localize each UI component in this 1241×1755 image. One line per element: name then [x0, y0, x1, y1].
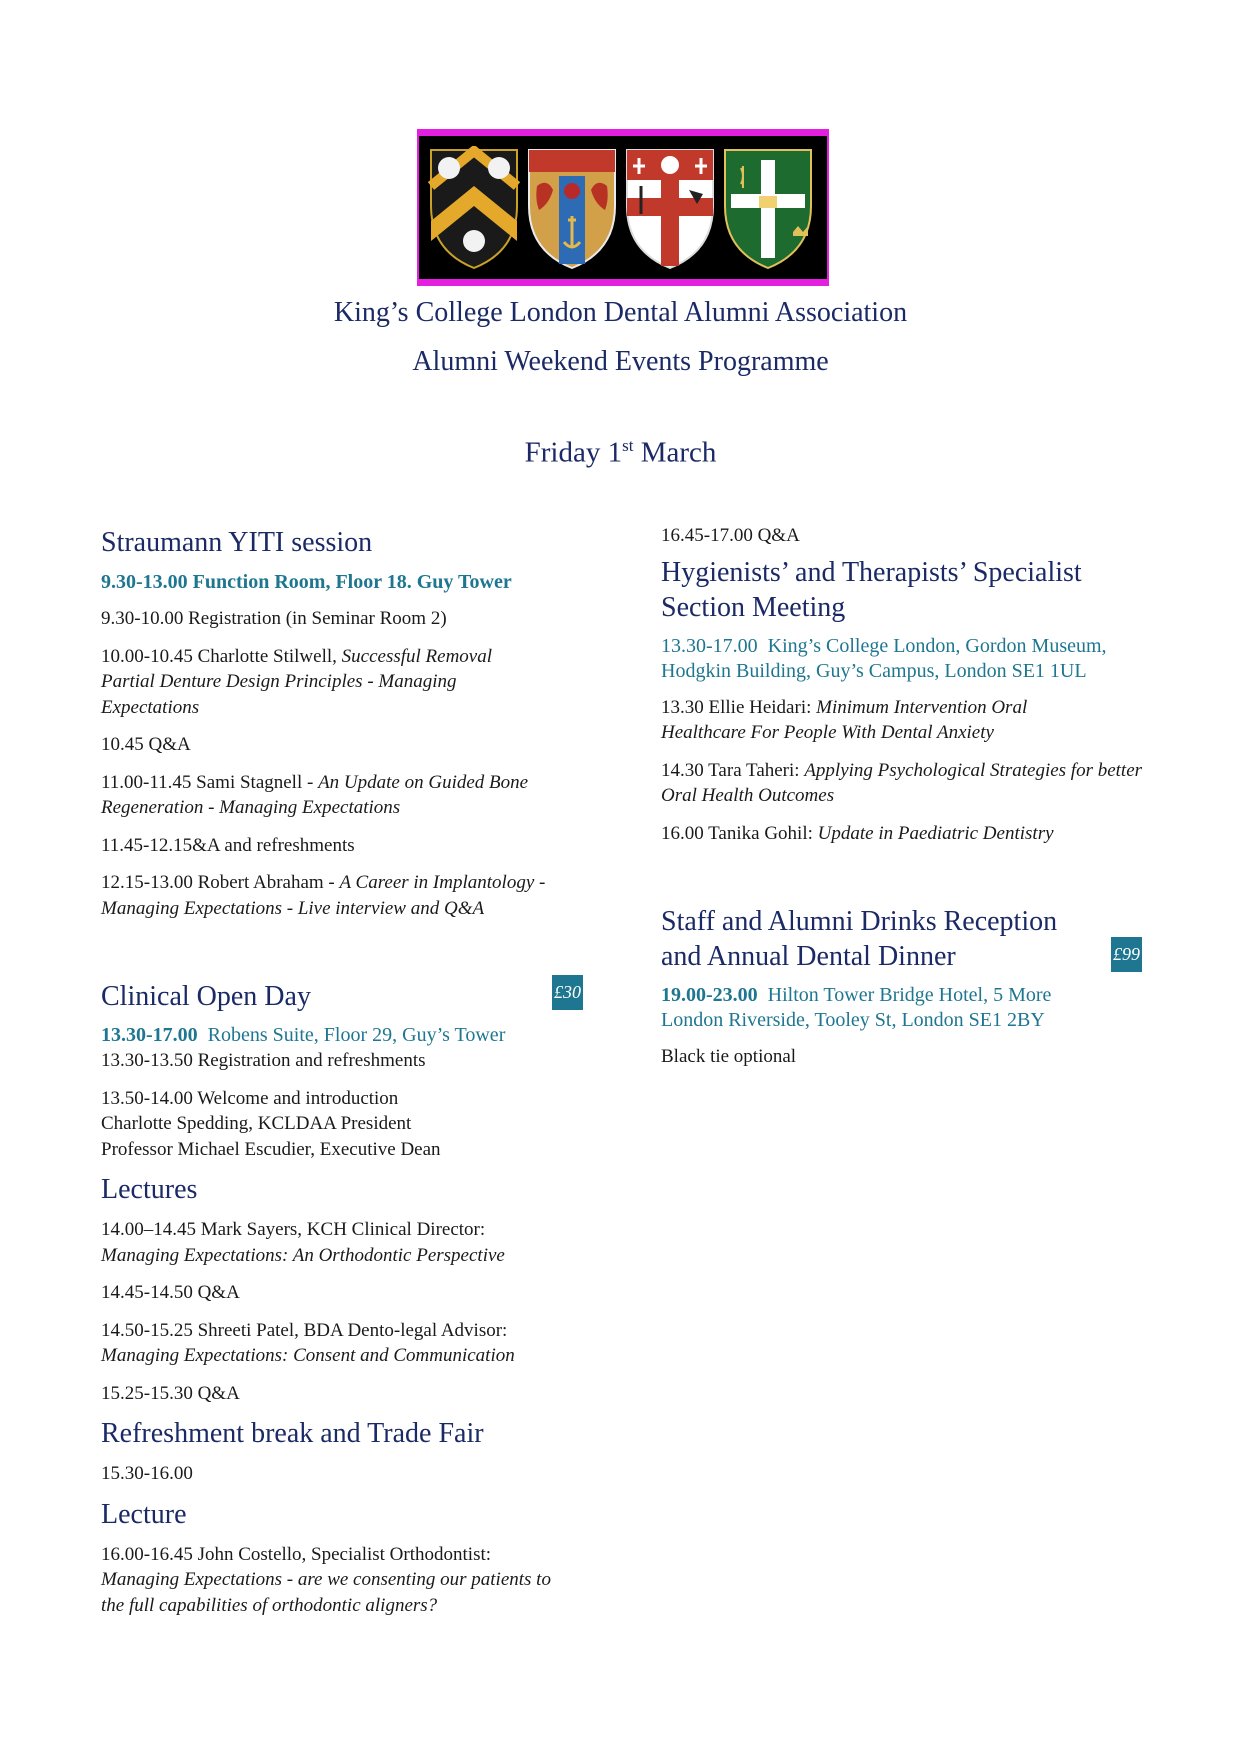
- straumann-item: [101, 644, 541, 721]
- day-label: Friday 1: [524, 436, 623, 469]
- hygienists-title: Hygienists’ and Therapists’ Specialist: [661, 556, 1082, 588]
- speaker-text: 14.30 Tara Taheri:: [661, 759, 805, 781]
- talk-title: Update in Paediatric Dentistry: [817, 822, 1054, 844]
- refreshment-title: Refreshment break and Trade Fair: [101, 1418, 484, 1449]
- clinical-time: 13.30-17.00: [101, 1024, 198, 1046]
- lecture-item: 14.45-14.50 Q&A: [101, 1282, 240, 1303]
- speaker-text: 11.00-11.45 Sami Stagnell -: [101, 771, 319, 793]
- straumann-item: 10.45 Q&A: [101, 734, 191, 755]
- speaker-text: 13.30 Ellie Heidari:: [661, 696, 817, 718]
- crest-lions-chevron-icon: [427, 146, 521, 271]
- dinner-title: Staff and Alumni Drinks Reception: [661, 906, 1058, 937]
- clinical-time-place: [101, 1023, 601, 1048]
- day-heading: [0, 436, 1241, 470]
- clinical-price-badge: £30: [552, 975, 583, 1010]
- dinner-title-line2: and Annual Dental Dinner: [661, 941, 956, 972]
- lecture-item: [101, 1542, 601, 1619]
- qa-item: 16.45-17.00 Q&A: [661, 525, 800, 546]
- page-title: King’s College London Dental Alumni Association: [333, 297, 908, 328]
- day-month: March: [633, 436, 717, 469]
- hygienists-place: King’s College London, Gordon Museum, Hodgkin Building, Guy’s Campus, London SE1 1UL: [661, 634, 1107, 682]
- talk-title: Successful Removal Partial Denture Design Principles - Managing Expectations: [101, 645, 493, 718]
- speaker-text: 14.50-15.25 Shreeti Patel, BDA Dento-legal Advisor:: [101, 1319, 508, 1341]
- speaker-text: 16.00-16.45 John Costello, Specialist Orthodontist:: [101, 1543, 492, 1565]
- speaker-text: 10.00-10.45 Charlotte Stilwell,: [101, 645, 342, 667]
- day-suffix: st: [622, 436, 634, 455]
- crest-lions-anchor-icon: [525, 146, 619, 271]
- clinical-welcome: 13.50-14.00 Welcome and introduction: [101, 1087, 399, 1109]
- talk-title: Managing Expectations - are we consenting our patients to the full capabilities of orthodontic aligners?: [101, 1569, 551, 1616]
- hygienists-time: 13.30-17.00: [661, 634, 758, 657]
- lecture-title: Lecture: [101, 1498, 187, 1530]
- straumann-title: Straumann YITI session: [101, 527, 373, 558]
- talk-title: Managing Expectations: An Orthodontic Perspective: [101, 1244, 505, 1266]
- talk-title: Applying Psychological Strategies for better Oral Health Outcomes: [661, 759, 1143, 806]
- lectures-title: Lectures: [101, 1174, 198, 1205]
- speaker-text: 16.00 Tanika Gohil:: [661, 822, 818, 844]
- dinner-time-place: [661, 983, 1101, 1033]
- dinner-header: [661, 904, 1161, 974]
- dinner-time: 19.00-23.00: [661, 984, 758, 1006]
- dinner-price-badge: £99: [1111, 937, 1142, 972]
- hygienists-item: [661, 821, 1161, 847]
- straumann-item: 11.45-12.15&A and refreshments: [101, 834, 355, 856]
- crest-cross-fleur-icon: [623, 146, 717, 271]
- clinical-welcome-speaker: Professor Michael Escudier, Executive Dean: [101, 1138, 441, 1160]
- hygienists-title-line2: Section Meeting: [661, 591, 846, 623]
- refreshment-time: 15.30-16.00: [101, 1463, 193, 1484]
- talk-title: Minimum Intervention Oral Healthcare For People With Dental Anxiety: [661, 696, 1028, 743]
- lecture-item: [101, 1318, 601, 1369]
- lecture-item: 15.25-15.30 Q&A: [101, 1382, 240, 1404]
- clinical-welcome-speaker: Charlotte Spedding, KCLDAA President: [101, 1113, 412, 1134]
- crest-cross-book-icon: [721, 146, 815, 271]
- talk-title: A Career in Implantology - Managing Expectations - Live interview and Q&A: [101, 872, 546, 919]
- hygienists-item: [661, 695, 1101, 746]
- straumann-item: [101, 870, 591, 921]
- clinical-header: [101, 979, 601, 1014]
- hygienists-time-place: [661, 634, 1161, 684]
- dinner-place: Hilton Tower Bridge Hotel, 5 More London Riverside, Tooley St, London SE1 2BY: [661, 984, 1052, 1031]
- right-column: [661, 523, 1161, 1070]
- left-column: [101, 525, 601, 1618]
- talk-title: Managing Expectations: Consent and Communication: [101, 1345, 515, 1366]
- speaker-text: 14.00–14.45 Mark Sayers, KCH Clinical Director:: [101, 1219, 486, 1240]
- crest-banner: [417, 129, 829, 286]
- straumann-time-place: 9.30-13.00 Function Room, Floor 18. Guy Tower: [101, 571, 512, 593]
- talk-title: An Update on Guided Bone Regeneration - Managing Expectations: [101, 771, 529, 818]
- page-subtitle: Alumni Weekend Events Programme: [412, 346, 829, 377]
- speaker-text: 12.15-13.00 Robert Abraham -: [101, 872, 340, 893]
- lecture-item: [101, 1217, 601, 1268]
- straumann-item: 9.30-10.00 Registration (in Seminar Room 2): [101, 608, 447, 629]
- hygienists-item: [661, 758, 1151, 809]
- straumann-item: [101, 770, 571, 821]
- clinical-registration: 13.30-13.50 Registration and refreshments: [101, 1050, 426, 1071]
- dinner-note: Black tie optional: [661, 1046, 797, 1067]
- clinical-place: Robens Suite, Floor 29, Guy’s Tower: [207, 1024, 506, 1046]
- clinical-title: Clinical Open Day: [101, 981, 311, 1012]
